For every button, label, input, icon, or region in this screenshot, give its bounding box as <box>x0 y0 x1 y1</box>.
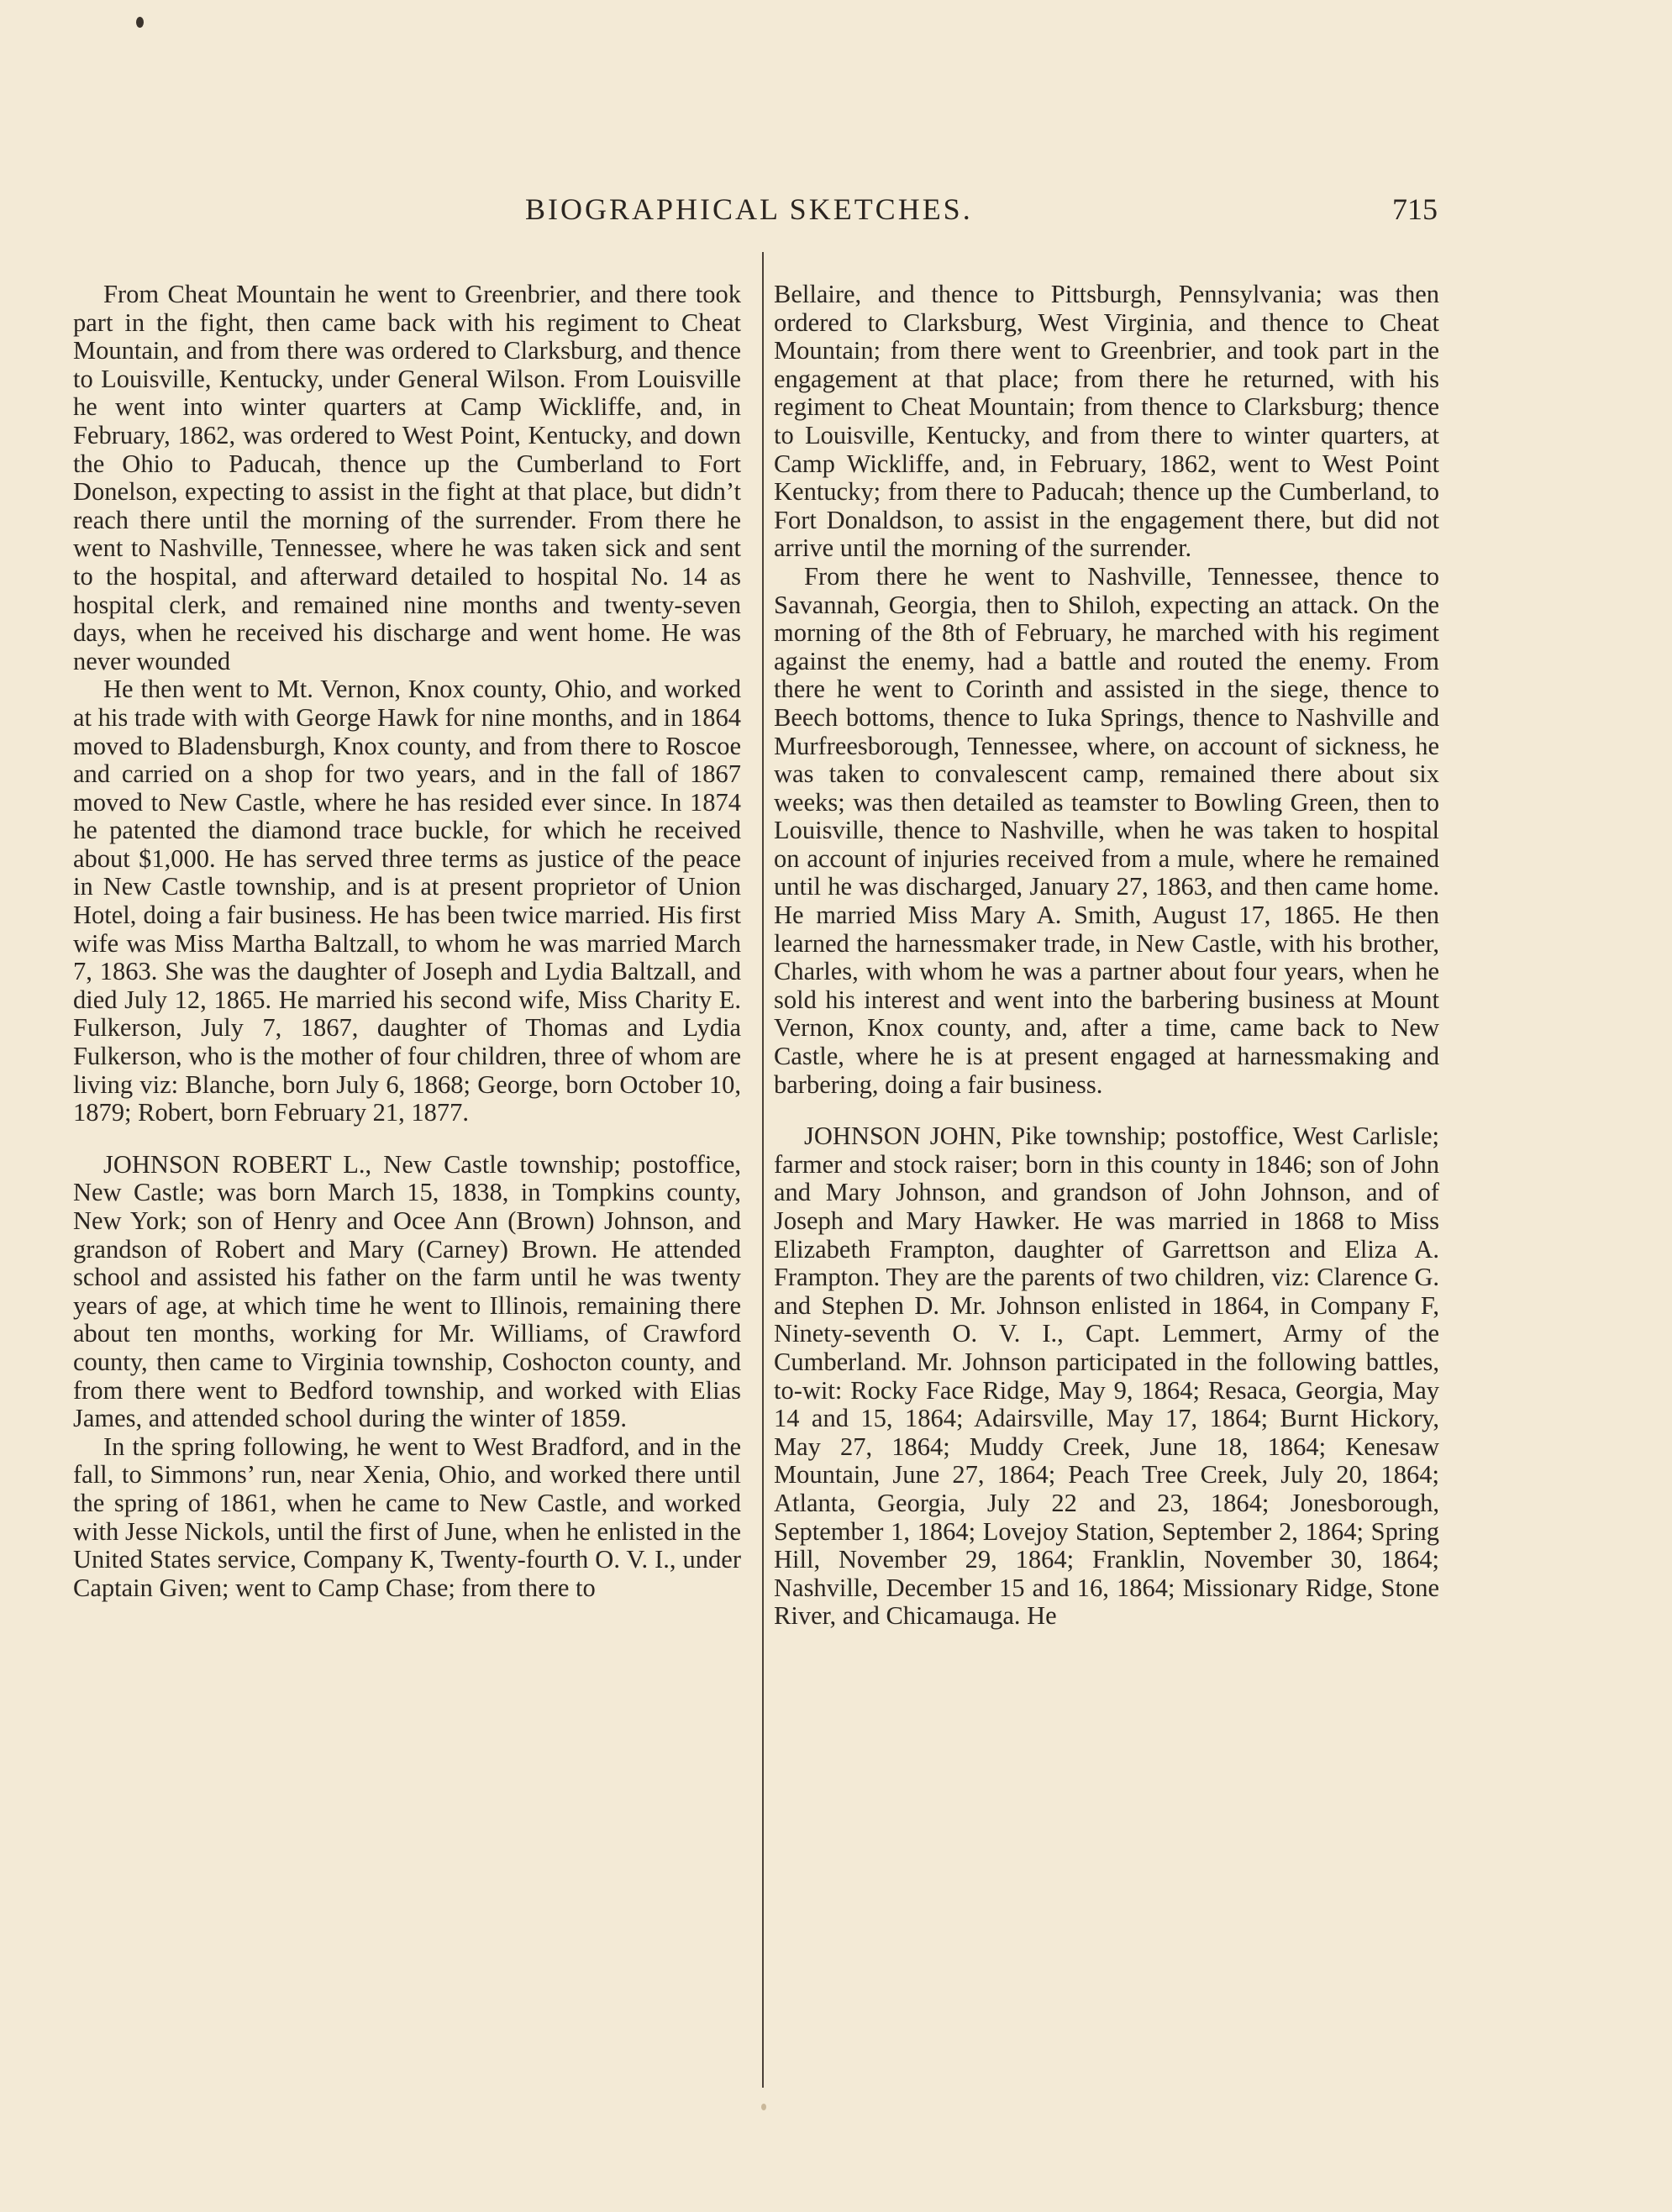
running-title: BIOGRAPHICAL SKETCHES. <box>525 192 973 226</box>
paragraph: In the spring following, he went to West Bradford, and in the fall, to Simmons’ run, near Xenia, Ohio, and worked there until the spring of 1861, when he came to New Castle, and worked with Jesse Nickols, until the first of June, when he enlisted in the United States service, Company K, Twenty-fourth O. V. I., under Captain Given; went to Camp Chase; from there to <box>73 1432 741 1602</box>
biography-entry-johnson-robert: JOHNSON ROBERT L., New Castle township; postoffice, New Castle; was born March 15, 1838, in Tompkins county, New York; son of Henry and Ocee Ann (Brown) Johnson, and grandson of Robert and Mary (Carney) Brown. He attended school and assisted his father on the farm until he was twenty years of age, at which time he went to Illinois, remaining there about ten months, working for Mr. Williams, of Crawford county, then came to Virginia township, Coshocton county, and from there went to Bedford township, and worked with Elias James, and attended school during the winter of 1859. <box>73 1149 741 1433</box>
paragraph: He then went to Mt. Vernon, Knox county, Ohio, and worked at his trade with with George Hawk for nine months, and in 1864 moved to Bladensburgh, Knox county, and from there to Roscoe and carried on a shop for two years, and in the fall of 1867 moved to New Castle, where he has resided ever since. In 1874 he patented the diamond trace buckle, for which he received about $1,000. He has served three terms as justice of the peace in New Castle township, and is at present proprietor of Union Hotel, doing a fair business. He has been twice married. His first wife was Miss Martha Baltzall, to whom he was married March 7, 1863. She was the daughter of Joseph and Lydia Baltzall, and died July 12, 1865. He married his second wife, Miss Charity E. Fulkerson, July 7, 1867, daughter of Thomas and Lydia Fulkerson, who is the mother of four children, three of whom are living viz: Blanche, born July 6, 1868; George, born October 10, 1879; Robert, born February 21, 1877. <box>73 675 741 1127</box>
left-column <box>73 281 741 1602</box>
ink-dot <box>136 17 144 28</box>
column-divider <box>762 252 764 2088</box>
paragraph: From Cheat Mountain he went to Greenbrier, and there took part in the fight, then came back with his regiment to Cheat Mountain, and from there was ordered to Clarksburg, and thence to Louisville, Kentucky, under General Wilson. From Louisville he went into winter quarters at Camp Wickliffe, and, in February, 1862, was ordered to West Point, Kentucky, and down the Ohio to Paducah, thence up the Cumberland to Fort Donelson, expecting to assist in the fight at that place, but didn’t reach there until the morning of the surrender. From there he went to Nashville, Tennessee, where he was taken sick and sent to the hospital, and afterward detailed to hospital No. 14 as hospital clerk, and remained nine months and twenty-seven days, when he received his discharge and went home. He was never wounded <box>73 280 741 675</box>
right-column <box>774 281 1439 1631</box>
page-header <box>0 192 1672 234</box>
paper-speck <box>761 2104 766 2110</box>
paragraph: Bellaire, and thence to Pittsburgh, Pennsylvania; was then ordered to Clarksburg, West Virginia, and thence to Cheat Mountain; from there went to Greenbrier, and took part in the engagement at that place; from there he returned, with his regiment to Cheat Mountain; from thence to Clarksburg; thence to Louisville, Kentucky, and from there to winter quarters, at Camp Wickliffe, and, in February, 1862, went to West Point Kentucky; from there to Paducah; thence up the Cumberland, to Fort Donaldson, to assist in the engagement there, but did not arrive until the morning of the surrender. <box>774 280 1439 563</box>
paragraph: From there he went to Nashville, Tennessee, thence to Savannah, Georgia, then to Shiloh, expecting an attack. On the morning of the 8th of February, he marched with his regiment against the enemy, had a battle and routed the enemy. From there he went to Corinth and assisted in the siege, thence to Beech bottoms, thence to Iuka Springs, thence to Nashville and Murfreesborough, Tennessee, where, on account of sickness, he was taken to convalescent camp, remained there about six weeks; was then detailed as teamster to Bowling Green, then to Louisville, thence to Nashville, when he was taken to hospital on account of injuries received from a mule, where he remained until he was discharged, January 27, 1863, and then came home. He married Miss Mary A. Smith, August 17, 1865. He then learned the harnessmaker trade, in New Castle, with his brother, Charles, with whom he was a partner about four years, when he sold his interest and went into the barbering business at Mount Vernon, Knox county, and, after a time, came back to New Castle, where he is at present engaged at harnessmaking and barbering, doing a fair business. <box>774 561 1439 1099</box>
biography-entry-johnson-john: JOHNSON JOHN, Pike township; postoffice, West Carlisle; farmer and stock raiser; born in this county in 1846; son of John and Mary Johnson, and grandson of John Johnson, and of Joseph and Mary Hawker. He was married in 1868 to Miss Elizabeth Frampton, daughter of Garrettson and Eliza A. Frampton. They are the parents of two children, viz: Clarence G. and Stephen D. Mr. Johnson enlisted in 1864, in Company F, Ninety-seventh O. V. I., Capt. Lemmert, Army of the Cumberland. Mr. Johnson participated in the following battles, to-wit: Rocky Face Ridge, May 9, 1864; Resaca, Georgia, May 14 and 15, 1864; Adairsville, May 17, 1864; Burnt Hickory, May 27, 1864; Muddy Creek, June 18, 1864; Kenesaw Mountain, June 27, 1864; Peach Tree Creek, July 20, 1864; Atlanta, Georgia, July 22 and 23, 1864; Jonesborough, September 1, 1864; Lovejoy Station, September 2, 1864; Spring Hill, November 29, 1864; Franklin, November 30, 1864; Nashville, December 15 and 16, 1864; Missionary Ridge, Stone River, and Chicamauga. He <box>774 1122 1439 1631</box>
page-number: 715 <box>1392 192 1438 226</box>
